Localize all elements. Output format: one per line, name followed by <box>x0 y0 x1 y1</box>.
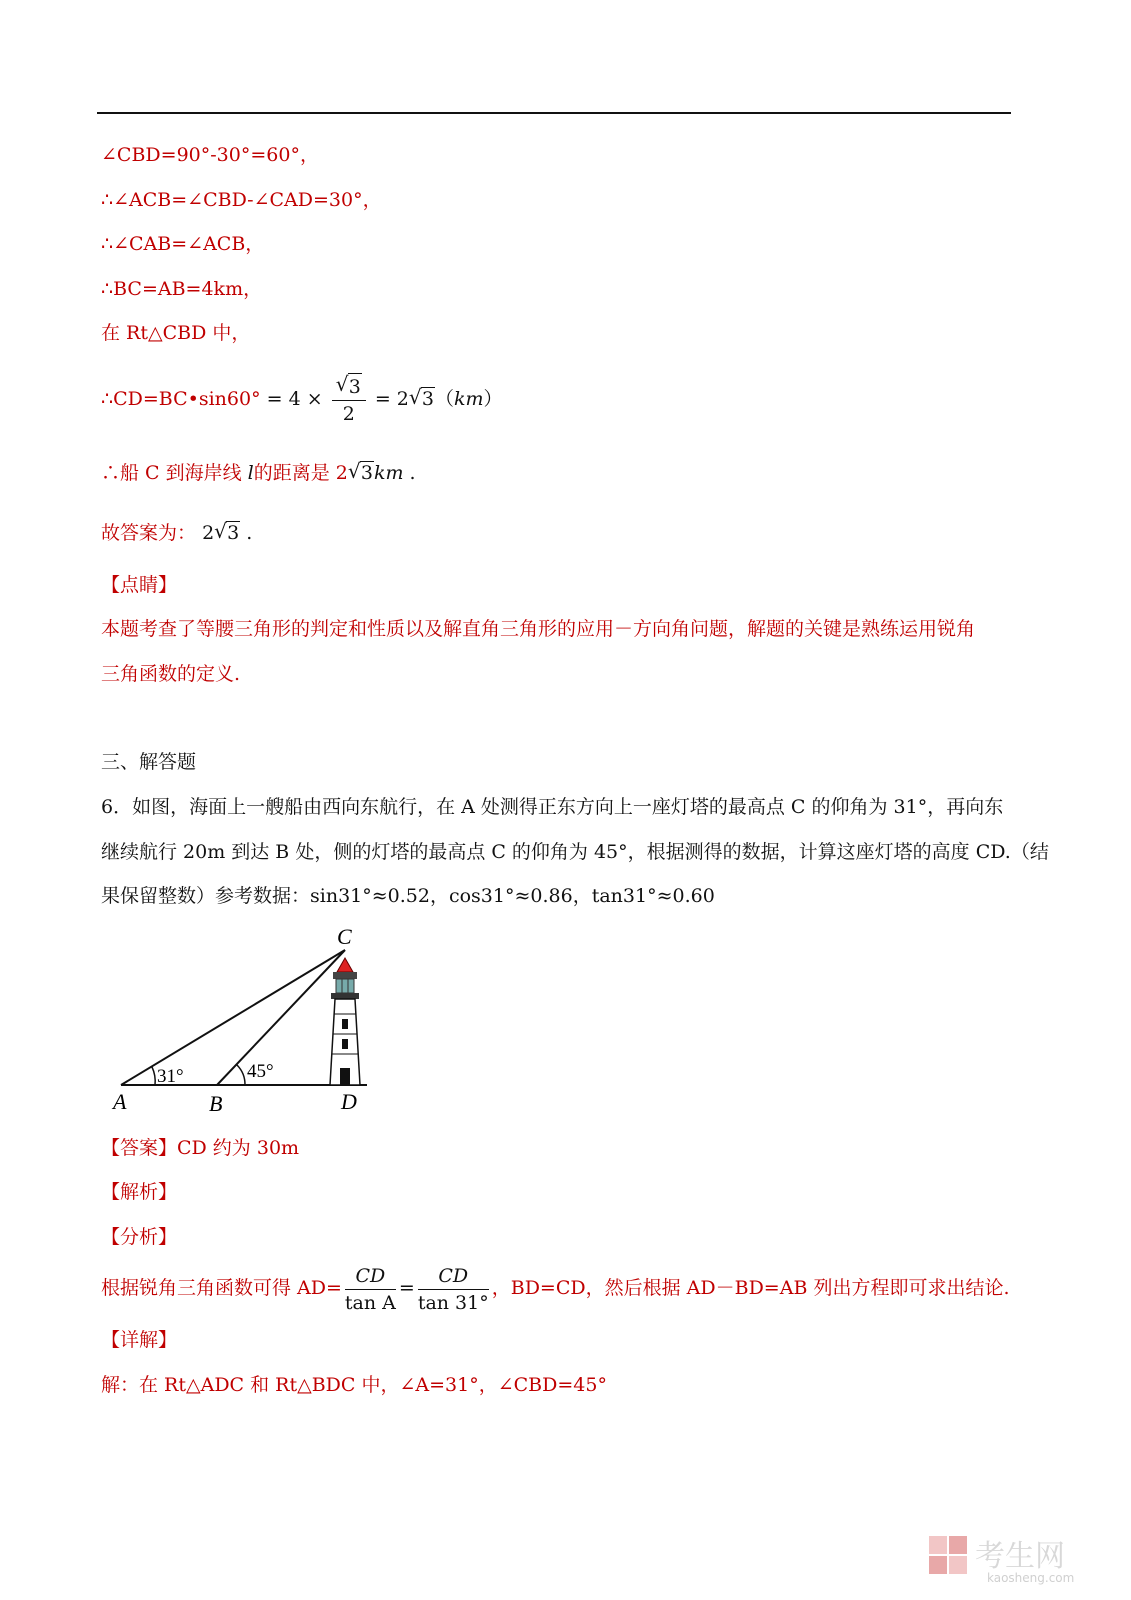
angle-b-label: 45° <box>247 1061 274 1082</box>
section-heading: 三、解答题 <box>101 751 197 773</box>
line-bc-ab: ∴BC=AB=4km， <box>101 278 263 300</box>
cd-frac-num: √ 3 <box>348 373 362 400</box>
question-6-line-1: 6．如图，海面上一艘船由西向东航行，在 A 处测得正东方向上一座灯塔的最高点 C 的仰角为 31°，再向东 <box>101 796 1004 818</box>
cd-unit-close: ） <box>483 388 503 410</box>
label-d: D <box>341 1089 357 1114</box>
ans-end: . <box>240 522 253 544</box>
angle-a-label: 31° <box>157 1066 184 1087</box>
cd-radicand: 3 <box>421 388 434 410</box>
line-angle-cab: ∴∠CAB=∠ACB， <box>101 233 265 255</box>
frac2-den: tan 31° <box>417 1291 489 1314</box>
watermark-brand: 考生网 <box>975 1539 1065 1574</box>
dist-l: l <box>247 462 254 484</box>
dianjing-text-2: 三角函数的定义. <box>101 663 241 685</box>
cd-fraction <box>332 373 366 427</box>
analysis-frac-2 <box>418 1263 489 1316</box>
cd-unit-open: （ <box>435 388 455 410</box>
frac1-den: tan A <box>344 1291 396 1314</box>
dist-km: km <box>373 462 404 484</box>
cd-eq2: = 2 <box>374 388 409 410</box>
line-cd-formula <box>101 372 503 427</box>
ans-radicand: 3 <box>227 522 240 544</box>
dist-radicand: 3 <box>360 462 373 484</box>
question-6-line-3: 果保留整数）参考数据：sin31°≈0.52，cos31°≈0.86，tan31°≈0.60 <box>101 885 715 907</box>
watermark-url: kaosheng.com <box>987 1571 1075 1585</box>
cd-frac-den: 2 <box>342 403 355 425</box>
label-b: B <box>209 1091 223 1116</box>
analysis-frac-1 <box>345 1263 396 1316</box>
frac2-num: CD <box>418 1263 489 1290</box>
kaosheng-watermark <box>925 1528 1095 1588</box>
label-a: A <box>113 1089 127 1114</box>
line-rt-cbd: 在 Rt△CBD 中， <box>101 322 251 344</box>
header-rule <box>97 112 1011 114</box>
answer-line: 【答案】CD 约为 30m <box>101 1137 300 1159</box>
fenxi-heading: 【分析】 <box>101 1226 178 1248</box>
dianjing-text-1: 本题考查了等腰三角形的判定和性质以及解直角三角形的应用－方向角问题，解题的关键是熟练运用锐角 <box>101 618 976 640</box>
lighthouse-figure <box>105 922 385 1118</box>
analysis-eq: = <box>398 1277 415 1299</box>
analysis-suffix: ，BD=CD，然后根据 AD－BD=AB 列出方程即可求出结论. <box>491 1277 1010 1299</box>
analysis-line <box>101 1258 1010 1318</box>
cd-prefix: ∴CD=BC•sin60° <box>101 388 261 410</box>
question-6-line-2: 继续航行 20m 到达 B 处，侧的灯塔的最高点 C 的仰角为 45°，根据测得的数据，计算这座灯塔的高度 CD.（结 <box>101 841 1049 863</box>
line-answer-is <box>101 521 252 545</box>
frac1-num: CD <box>345 1263 396 1290</box>
dist-end: . <box>403 462 416 484</box>
solution-line: 解：在 Rt△ADC 和 Rt△BDC 中，∠A=31°，∠CBD=45° <box>101 1374 607 1396</box>
ans-val: 2 <box>202 522 215 544</box>
line-distance <box>101 461 416 485</box>
ans-prefix: 故答案为： <box>101 522 197 544</box>
dianjing-heading: 【点睛】 <box>101 574 178 596</box>
line-angle-cbd: ∠CBD=90°-30°=60°， <box>101 144 319 166</box>
dist-prefix: ∴船 C 到海岸线 <box>101 462 242 484</box>
xiangjie-heading: 【详解】 <box>101 1329 178 1351</box>
analysis-prefix: 根据锐角三角函数可得 AD= <box>101 1277 342 1299</box>
label-c: C <box>337 924 352 949</box>
cd-eq1: = 4 × <box>266 388 323 410</box>
dist-mid: 的距离是 2 <box>253 462 348 484</box>
line-angle-acb: ∴∠ACB=∠CBD-∠CAD=30°， <box>101 189 382 211</box>
cd-unit-km: km <box>454 388 484 410</box>
jiexi-heading: 【解析】 <box>101 1181 178 1203</box>
